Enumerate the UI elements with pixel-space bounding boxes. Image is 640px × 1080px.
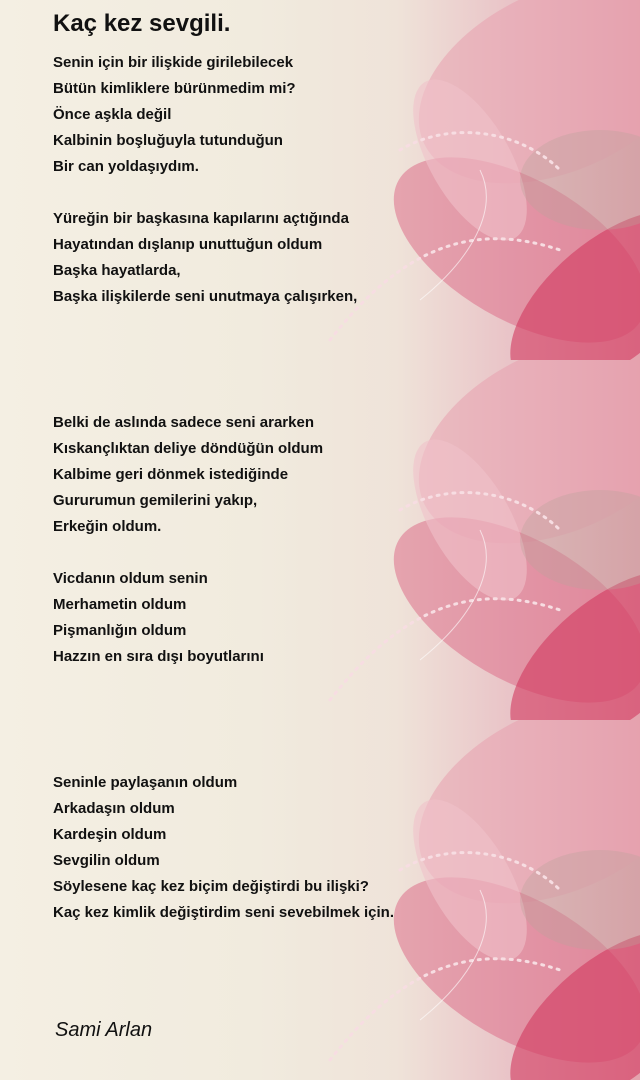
stanza-3 <box>53 410 323 540</box>
poem-line: Kaç kez kimlik değiştirdim seni sevebilmek için. <box>53 904 394 921</box>
poem-line: Kalbime geri dönmek istediğinde <box>53 466 289 483</box>
poem-line: Erkeğin oldum. <box>53 518 162 535</box>
poem-line: Pişmanlığın oldum <box>53 622 187 639</box>
poem-author: Sami Arlan <box>55 1019 153 1041</box>
poem-line: Senin için bir ilişkide girilebilecek <box>53 54 294 71</box>
poem-line: Kıskançlıktan deliye döndüğün oldum <box>53 440 324 457</box>
stanza-2 <box>53 206 357 310</box>
poem-line: Hazzın en sıra dışı boyutlarını <box>53 648 264 665</box>
poem-line: Başka hayatlarda, <box>53 262 181 279</box>
poem-title: Kaç kez sevgili. <box>53 10 231 37</box>
poem-line: Söylesene kaç kez biçim değiştirdi bu ilişki? <box>53 878 369 895</box>
stanza-1 <box>53 50 296 180</box>
poem-line: Yüreğin bir başkasına kapılarını açtığında <box>53 210 349 227</box>
poem-line: Başka ilişkilerde seni unutmaya çalışırken, <box>53 288 358 305</box>
poem-line: Sevgilin oldum <box>53 852 160 869</box>
poem-line: Arkadaşın oldum <box>53 800 175 817</box>
poem-line: Kalbinin boşluğuyla tutunduğun <box>53 132 283 149</box>
poem-line: Bir can yoldaşıydım. <box>53 158 199 175</box>
poem-line: Bütün kimliklere bürünmedim mi? <box>53 80 296 97</box>
stanza-5 <box>53 770 394 926</box>
stanza-4 <box>53 566 264 670</box>
poem-line: Önce aşkla değil <box>53 106 172 123</box>
poem-line: Vicdanın oldum senin <box>53 570 208 587</box>
poem-line: Belki de aslında sadece seni ararken <box>53 414 314 431</box>
poem-line: Merhametin oldum <box>53 596 187 613</box>
poem-line: Seninle paylaşanın oldum <box>53 774 238 791</box>
poem-line: Kardeşin oldum <box>53 826 167 843</box>
poem-line: Gururumun gemilerini yakıp, <box>53 492 258 509</box>
poem-line: Hayatından dışlanıp unuttuğun oldum <box>53 236 323 253</box>
